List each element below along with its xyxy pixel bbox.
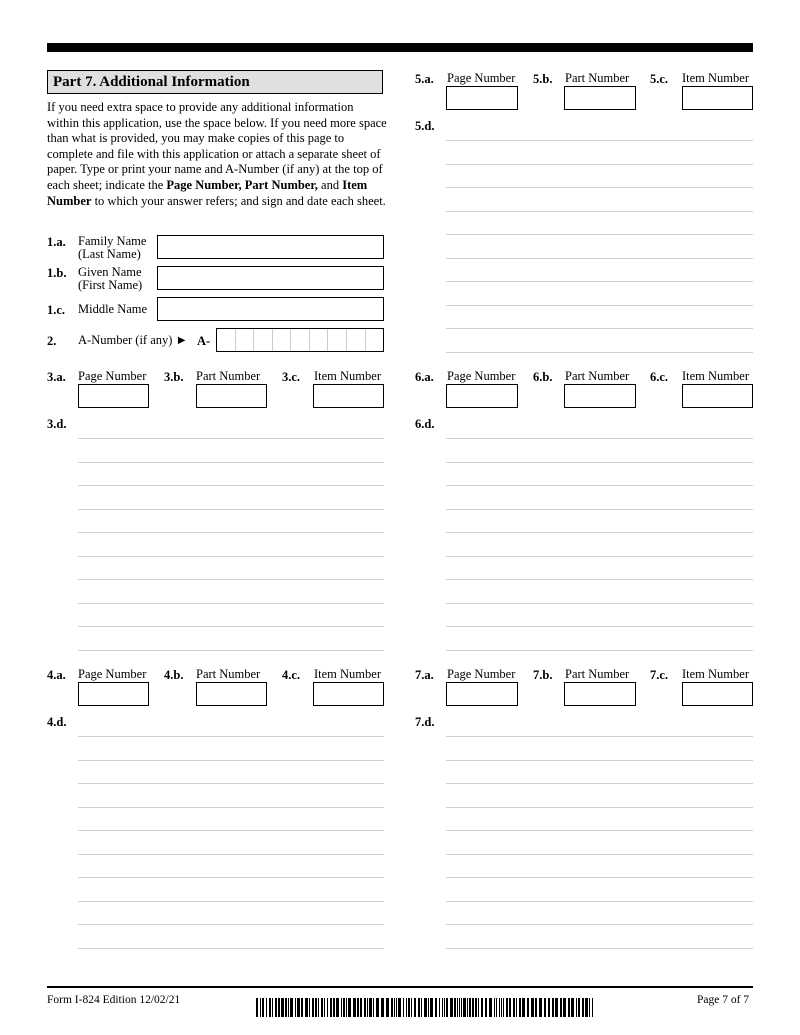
part-title: Part 7. Additional Information [47, 70, 383, 94]
item-7b-number: 7.b. [533, 668, 553, 682]
answer-area-4d[interactable] [78, 715, 384, 950]
item-7d-number: 7.d. [415, 715, 435, 729]
page-number-input[interactable] [78, 682, 149, 706]
item-number-input[interactable] [682, 682, 753, 706]
item-7c-number: 7.c. [650, 668, 669, 682]
item-7a-number: 7.a. [415, 668, 434, 682]
barcode-icon [256, 998, 598, 1017]
item-number-label: Item Number [682, 369, 749, 383]
page-number-label: Page Number [447, 667, 516, 681]
given-name-input[interactable] [157, 266, 384, 290]
page-indicator: Page 7 of 7 [697, 994, 750, 1006]
item-1a-number: 1.a. [47, 235, 66, 249]
item-number-label: Item Number [314, 369, 381, 383]
a-number-input[interactable] [216, 328, 384, 352]
answer-area-3d[interactable] [78, 417, 384, 652]
item-6d-number: 6.d. [415, 417, 435, 431]
a-number-label: A-Number (if any) ► [78, 333, 188, 347]
item-1c-number: 1.c. [47, 303, 66, 317]
part-number-input[interactable] [196, 682, 267, 706]
part-number-input[interactable] [196, 384, 267, 408]
page-number-input[interactable] [78, 384, 149, 408]
part-number-input[interactable] [564, 384, 636, 408]
answer-area-6d[interactable] [446, 417, 753, 652]
item-1b-label: Given Name (First Name) [78, 265, 143, 292]
item-1c-label: Middle Name [78, 302, 148, 316]
answer-area-7d[interactable] [446, 715, 753, 950]
item-number-label: Item Number [682, 71, 749, 85]
page-number-label: Page Number [78, 667, 147, 681]
part-number-label: Part Number [196, 667, 261, 681]
item-number-input[interactable] [313, 384, 384, 408]
item-number-input[interactable] [682, 86, 753, 110]
item-5d-number: 5.d. [415, 119, 435, 133]
top-rule [47, 43, 753, 52]
page-number-label: Page Number [447, 369, 516, 383]
part-number-label: Part Number [565, 71, 630, 85]
item-4d-number: 4.d. [47, 715, 67, 729]
item-6a-number: 6.a. [415, 370, 434, 384]
item-number-label: Item Number [314, 667, 381, 681]
part-number-input[interactable] [564, 86, 636, 110]
page-number-input[interactable] [446, 86, 518, 110]
item-3b-number: 3.b. [164, 370, 184, 384]
page-number-label: Page Number [78, 369, 147, 383]
item-6c-number: 6.c. [650, 370, 669, 384]
item-number-input[interactable] [313, 682, 384, 706]
form-edition: Form I-824 Edition 12/02/21 [47, 994, 181, 1006]
part-number-label: Part Number [565, 369, 630, 383]
bottom-rule [47, 986, 753, 988]
instructions-text: If you need extra space to provide any additional information within this application, use the space below. If you need more space than what is provided, you may make copies of this page to complete and file with this application or attach a separate sheet of paper. Type or print your name and A-Number (if any) at the top of each sheet; indicate the Page Number, Part Number, and Item Number to which your answer refers; and sign and date each sheet. [47, 100, 387, 208]
item-number-input[interactable] [682, 384, 753, 408]
item-4b-number: 4.b. [164, 668, 184, 682]
item-4c-number: 4.c. [282, 668, 301, 682]
page-number-label: Page Number [447, 71, 516, 85]
page-number-input[interactable] [446, 682, 518, 706]
item-number-label: Item Number [682, 667, 749, 681]
item-4a-number: 4.a. [47, 668, 66, 682]
item-3c-number: 3.c. [282, 370, 301, 384]
middle-name-input[interactable] [157, 297, 384, 321]
item-5b-number: 5.b. [533, 72, 553, 86]
item-3a-number: 3.a. [47, 370, 66, 384]
part-number-label: Part Number [565, 667, 630, 681]
a-number-prefix: A- [197, 334, 211, 348]
part-number-label: Part Number [196, 369, 261, 383]
answer-area-5d[interactable] [446, 119, 753, 354]
item-6b-number: 6.b. [533, 370, 553, 384]
page-number-input[interactable] [446, 384, 518, 408]
item-3d-number: 3.d. [47, 417, 67, 431]
family-name-input[interactable] [157, 235, 384, 259]
item-1a-label: Family Name (Last Name) [78, 234, 147, 261]
item-5c-number: 5.c. [650, 72, 669, 86]
item-5a-number: 5.a. [415, 72, 434, 86]
item-2-number: 2. [47, 334, 57, 348]
part-number-input[interactable] [564, 682, 636, 706]
item-1b-number: 1.b. [47, 266, 67, 280]
